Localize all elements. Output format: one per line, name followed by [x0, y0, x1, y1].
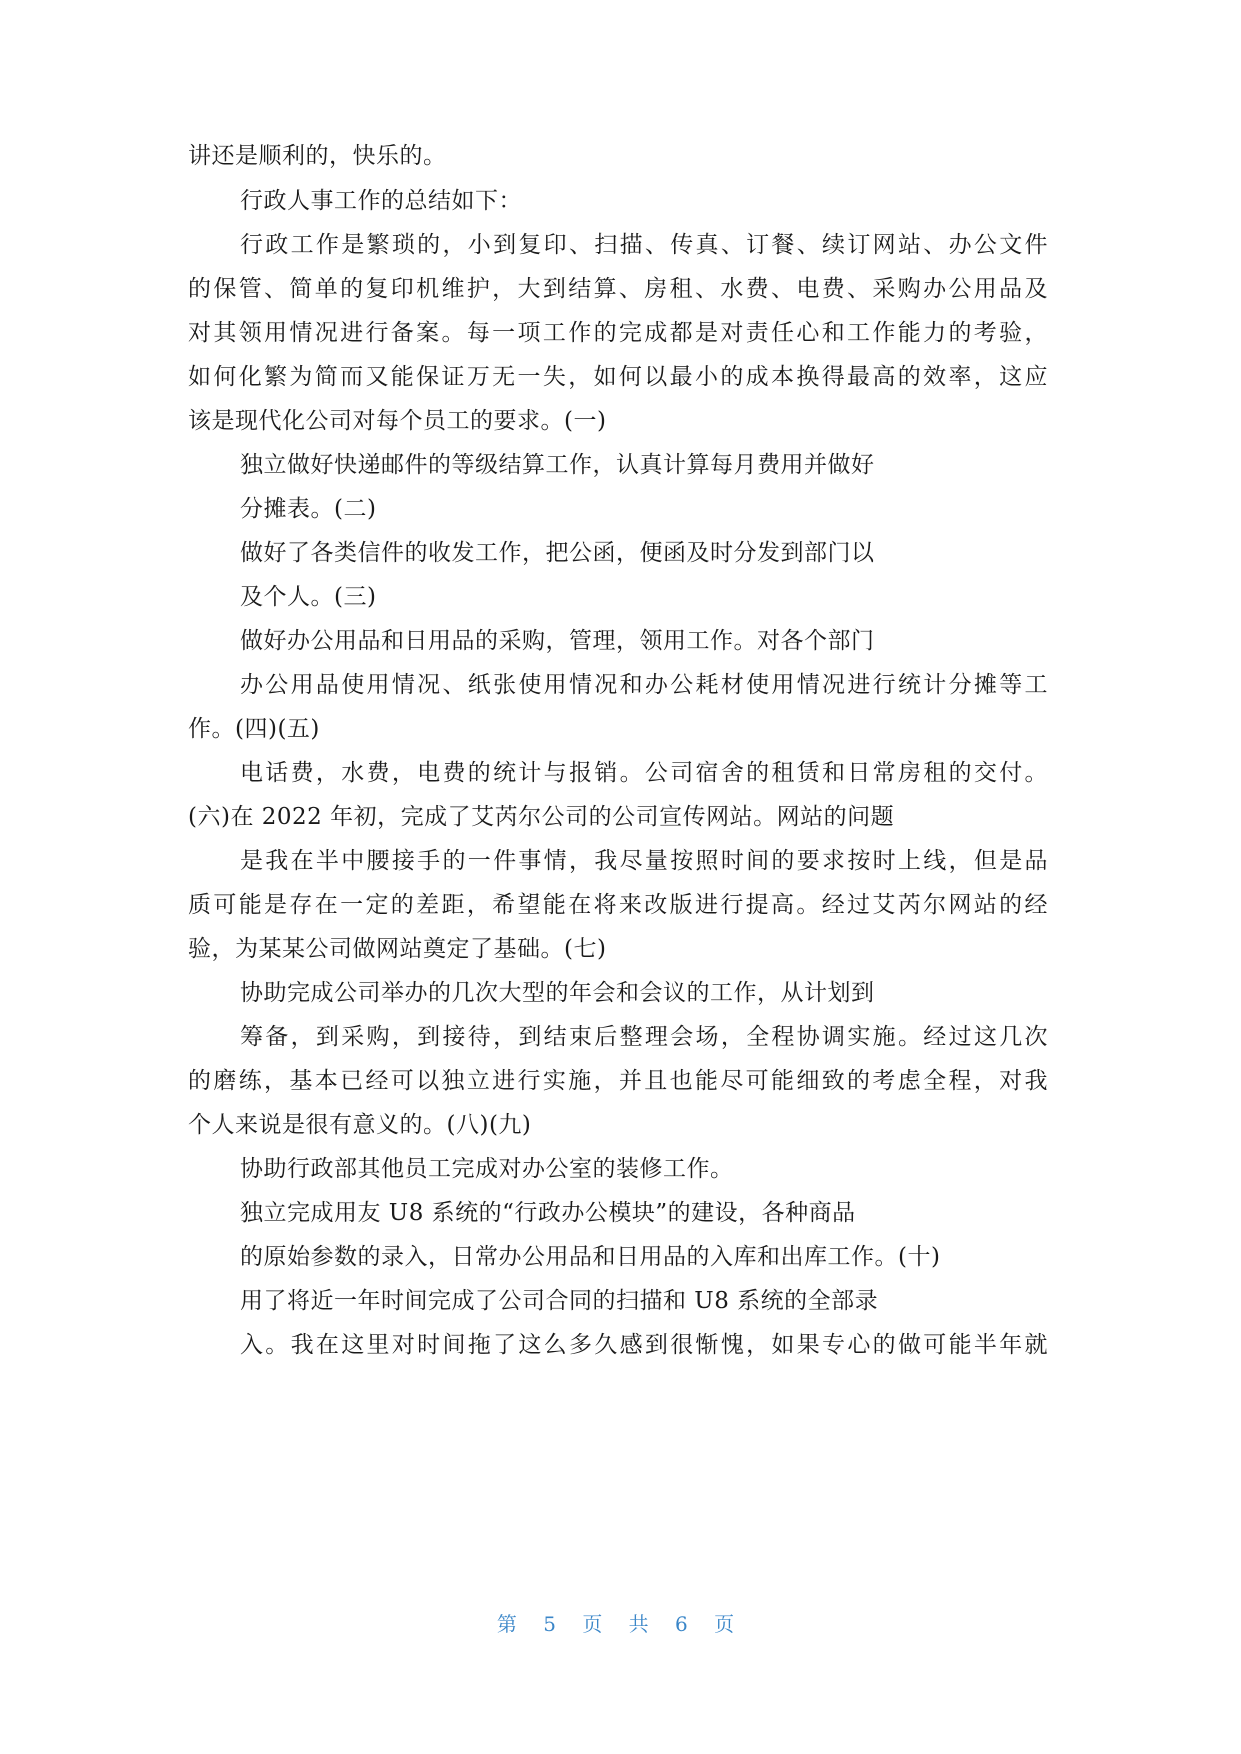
- text-line: (六)在 2022 年初，完成了艾芮尔公司的公司宣传网站。网站的问题: [188, 804, 895, 830]
- text-line: 的磨练，基本已经可以独立进行实施，并且也能尽可能细致的考虑全程，对我: [188, 1068, 1048, 1094]
- text-line: 独立完成用友 U8 系统的“行政办公模块”的建设，各种商品: [240, 1200, 856, 1226]
- text-line: 如何化繁为简而又能保证万无一失，如何以最小的成本换得最高的效率，这应: [188, 364, 1048, 390]
- text-line: 办公用品使用情况、纸张使用情况和办公耗材使用情况进行统计分摊等工: [240, 672, 1048, 698]
- text-line: 协助完成公司举办的几次大型的年会和会议的工作，从计划到: [240, 980, 875, 1006]
- text-line: 讲还是顺利的，快乐的。: [188, 143, 447, 169]
- text-line: 对其领用情况进行备案。每一项工作的完成都是对责任心和工作能力的考验，: [188, 320, 1048, 346]
- text-line: 分摊表。(二): [240, 496, 377, 522]
- text-line: 的保管、简单的复印机维护，大到结算、房租、水费、电费、采购办公用品及: [188, 276, 1048, 302]
- text-line: 筹备，到采购，到接待，到结束后整理会场，全程协调实施。经过这几次: [240, 1024, 1048, 1050]
- text-line: 个人来说是很有意义的。(八)(九): [188, 1112, 532, 1138]
- text-line: 作。(四)(五): [188, 716, 320, 742]
- text-line: 的原始参数的录入，日常办公用品和日用品的入库和出库工作。(十): [240, 1244, 941, 1270]
- text-line: 该是现代化公司对每个员工的要求。(一): [188, 408, 607, 434]
- text-line: 行政工作是繁琐的，小到复印、扫描、传真、订餐、续订网站、办公文件: [240, 232, 1048, 258]
- page-number-footer: 第 5 页 共 6 页: [496, 1612, 745, 1636]
- text-line: 验，为某某公司做网站奠定了基础。(七): [188, 936, 607, 962]
- text-line: 做好办公用品和日用品的采购，管理，领用工作。对各个部门: [240, 628, 875, 654]
- text-line: 电话费，水费，电费的统计与报销。公司宿舍的租赁和日常房租的交付。: [240, 760, 1048, 786]
- text-line: 及个人。(三): [240, 584, 377, 610]
- text-line: 是我在半中腰接手的一件事情，我尽量按照时间的要求按时上线，但是品: [240, 848, 1048, 874]
- text-line: 独立做好快递邮件的等级结算工作，认真计算每月费用并做好: [240, 452, 875, 478]
- text-line: 用了将近一年时间完成了公司合同的扫描和 U8 系统的全部录: [240, 1288, 879, 1314]
- text-line: 协助行政部其他员工完成对办公室的装修工作。: [240, 1156, 734, 1182]
- text-line: 行政人事工作的总结如下：: [240, 188, 522, 214]
- text-line: 入。我在这里对时间拖了这么多久感到很惭愧，如果专心的做可能半年就: [240, 1332, 1048, 1358]
- text-line: 做好了各类信件的收发工作，把公函，便函及时分发到部门以: [240, 540, 875, 566]
- text-line: 质可能是存在一定的差距，希望能在将来改版进行提高。经过艾芮尔网站的经: [188, 892, 1048, 918]
